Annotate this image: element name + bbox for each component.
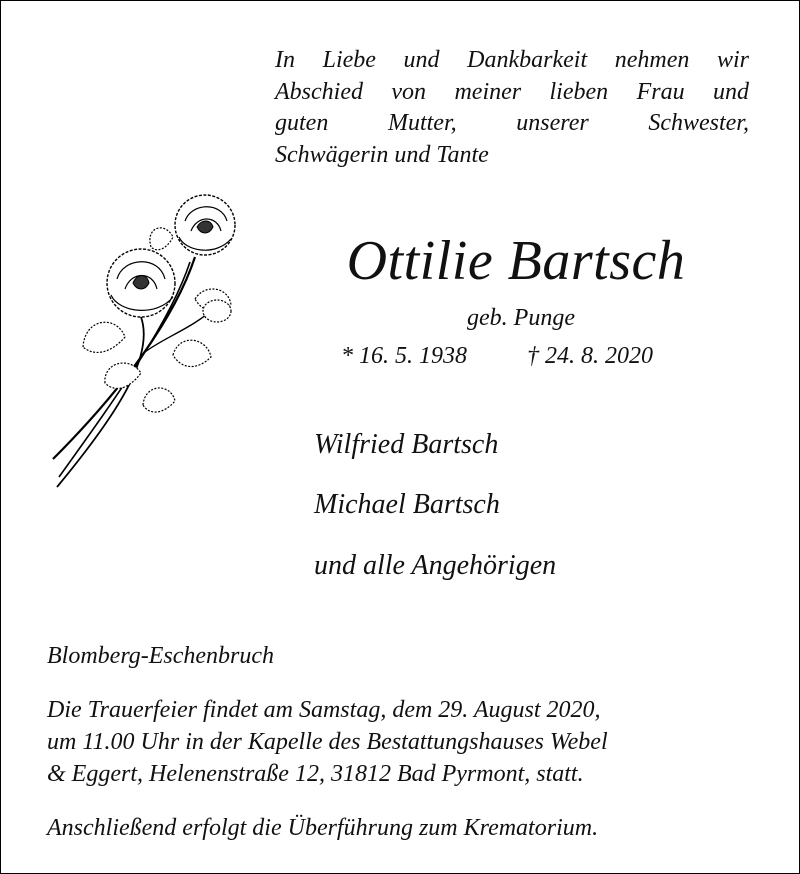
birth-name: geb. Punge bbox=[467, 305, 575, 331]
rose-icon bbox=[45, 187, 245, 497]
ceremony-line: & Eggert, Helenenstraße 12, 31812 Bad Pyrmont, statt. bbox=[47, 761, 584, 787]
death-date: † 24. 8. 2020 bbox=[527, 343, 653, 369]
mourner-name: Wilfried Bartsch bbox=[314, 429, 499, 460]
intro-line: Abschied von meiner lieben Frau und bbox=[275, 78, 749, 105]
intro-line: In Liebe und Dankbarkeit nehmen wir bbox=[275, 47, 749, 73]
ceremony-details bbox=[47, 694, 759, 790]
deceased-name: Ottilie Bartsch bbox=[346, 230, 686, 292]
closing-note: Anschließend erfolgt die Überführung zum Krematorium. bbox=[47, 815, 599, 841]
intro-line: guten Mutter, unserer Schwester, bbox=[275, 110, 749, 136]
intro-line: Schwägerin und Tante bbox=[275, 141, 489, 168]
mourner-name: Michael Bartsch bbox=[314, 489, 500, 520]
mourner-relatives: und alle Angehörigen bbox=[314, 550, 557, 581]
intro-text bbox=[275, 45, 749, 171]
birth-date: * 16. 5. 1938 bbox=[341, 343, 467, 369]
ceremony-line: um 11.00 Uhr in der Kapelle des Bestattungshauses Webel bbox=[47, 729, 608, 755]
ceremony-line: Die Trauerfeier findet am Samstag, dem 29. August 2020, bbox=[47, 697, 601, 723]
place-name: Blomberg-Eschenbruch bbox=[47, 643, 275, 669]
